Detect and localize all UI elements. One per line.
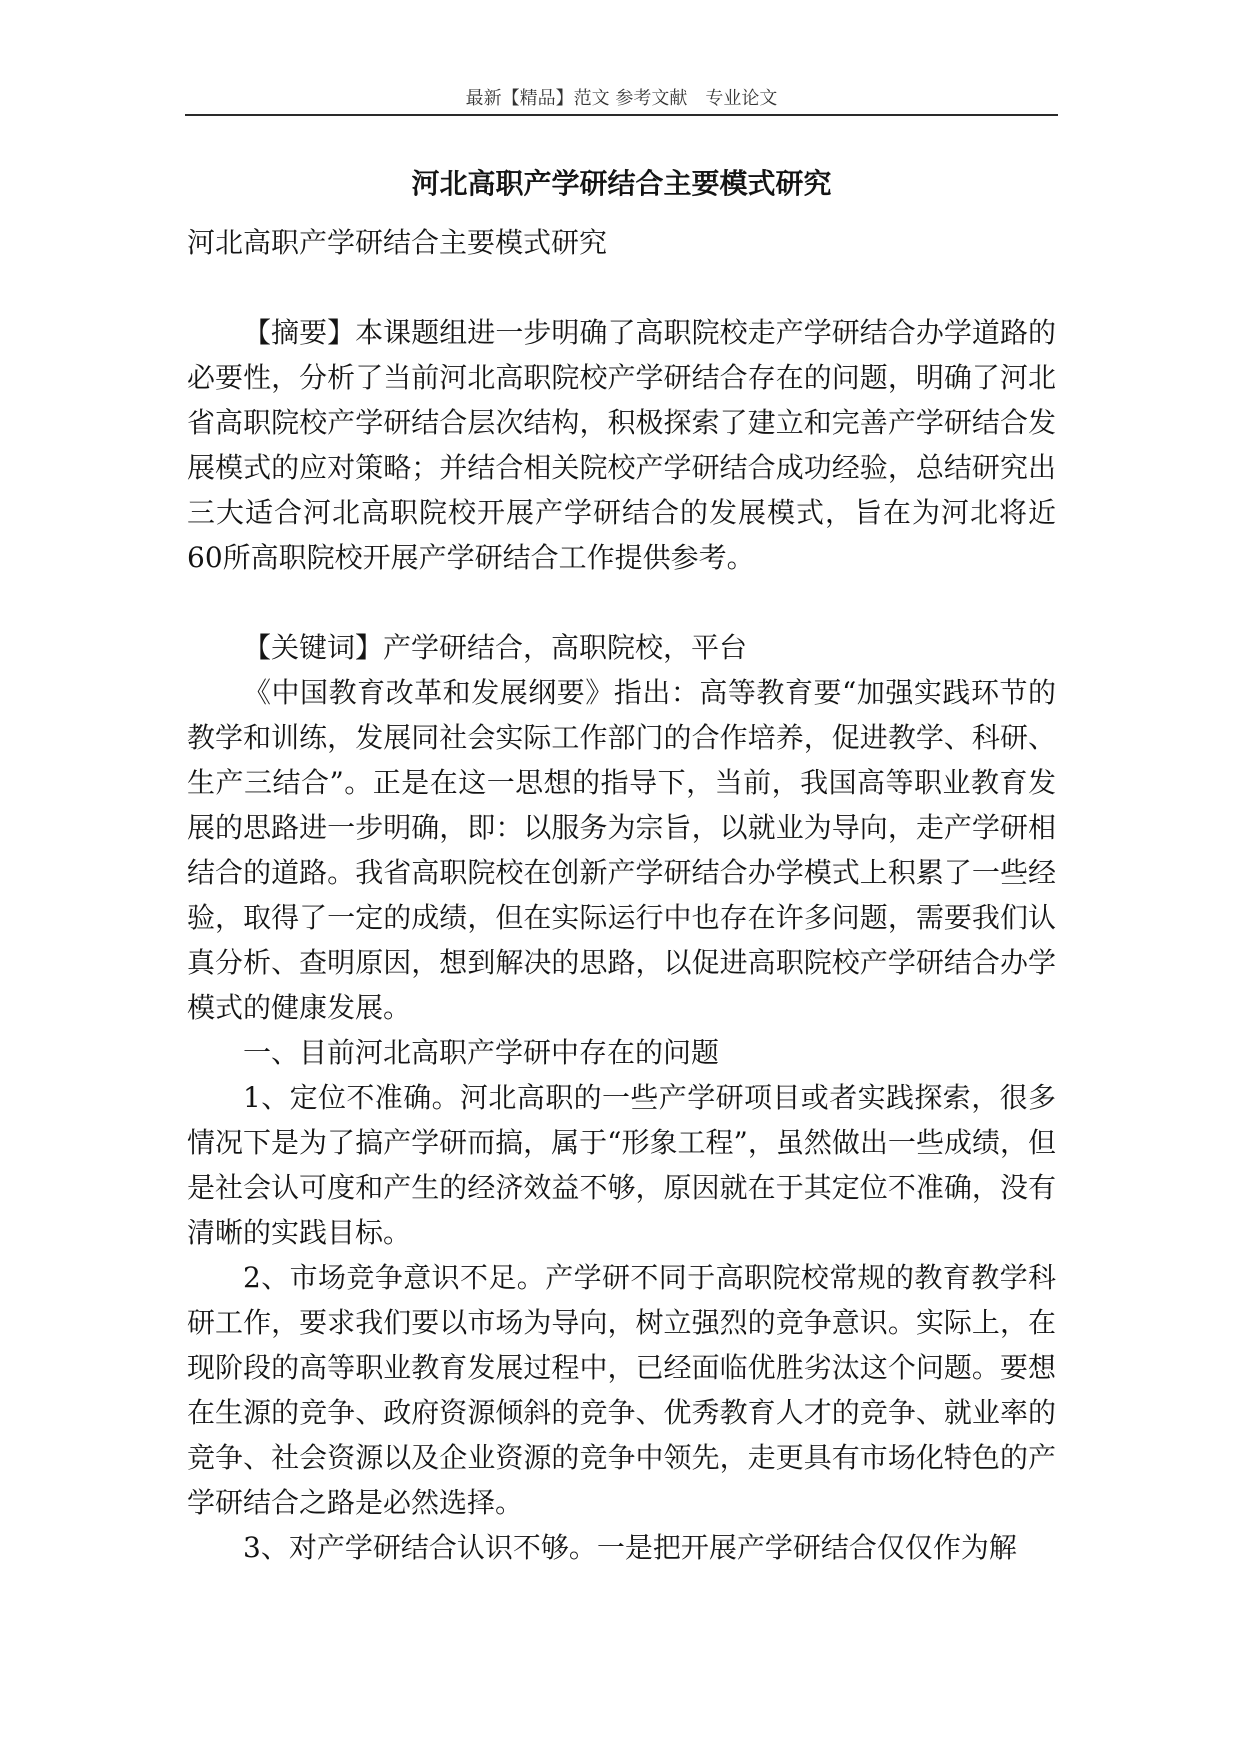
body-paragraph: 3、对产学研结合认识不够。一是把开展产学研结合仅仅作为解 [243, 1531, 1017, 1564]
abstract-paragraph: 【摘要】本课题组进一步明确了高职院校走产学研结合办学道路的必要性，分析了当前河北高职院校产学研结合存在的问题，明确了河北省高职院校产学研结合层次结构，积极探索了建立和完善产学研结合发展模式的应对策略；并结合相关院校产学研结合成功经验，总结研究出三大适合河北高职院校开展产学研结合的发展模式，旨在为河北将近60所高职院校开展产学研结合工作提供参考。 [187, 316, 1056, 574]
body-paragraph: 《中国教育改革和发展纲要》指出：高等教育要“加强实践环节的教学和训练，发展同社会实际工作部门的合作培养，促进教学、科研、生产三结合”。正是在这一思想的指导下，当前，我国高等职业教育发展的思路进一步明确，即：以服务为宗旨，以就业为导向，走产学研相结合的道路。我省高职院校在创新产学研结合办学模式上积累了一些经验，取得了一定的成绩，但在实际运行中也存在许多问题，需要我们认真分析、查明原因，想到解决的思路，以促进高职院校产学研结合办学模式的健康发展。 [187, 676, 1056, 1024]
keywords-line: 【关键词】产学研结合，高职院校，平台 [243, 631, 748, 664]
body-paragraph: 1、定位不准确。河北高职的一些产学研项目或者实践探索，很多情况下是为了搞产学研而搞，属于“形象工程”，虽然做出一些成绩，但是社会认可度和产生的经济效益不够，原因就在于其定位不准确，没有清晰的实践目标。 [187, 1081, 1056, 1249]
running-header: 最新【精品】范文 参考文献 专业论文 [465, 88, 778, 109]
body-paragraph: 2、市场竞争意识不足。产学研不同于高职院校常规的教育教学科研工作，要求我们要以市场为导向，树立强烈的竞争意识。实际上，在现阶段的高等职业教育发展过程中，已经面临优胜劣汰这个问题。要想在生源的竞争、政府资源倾斜的竞争、优秀教育人才的竞争、就业率的竞争、社会资源以及企业资源的竞争中领先，走更具有市场化特色的产学研结合之路是必然选择。 [187, 1261, 1056, 1519]
document-title: 河北高职产学研结合主要模式研究 [411, 167, 832, 200]
document-body [187, 220, 1056, 1570]
title-repeat-line: 河北高职产学研结合主要模式研究 [187, 226, 608, 259]
section-heading: 一、目前河北高职产学研中存在的问题 [243, 1036, 720, 1069]
header-divider [185, 114, 1058, 116]
